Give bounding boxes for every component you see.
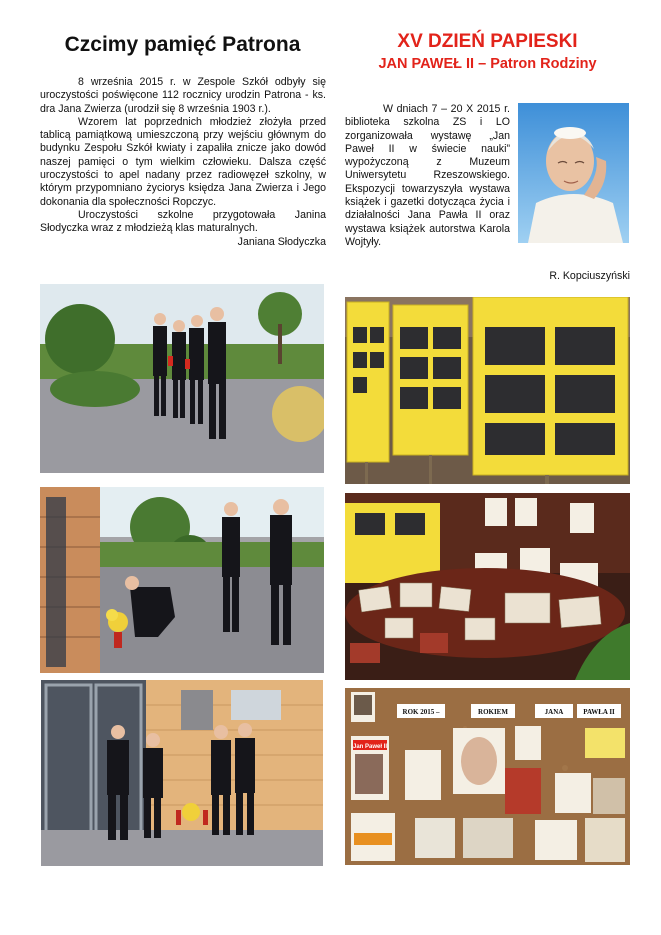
- right-article-title: XV DZIEŃ PAPIESKI: [397, 31, 578, 52]
- board-newspaper-title: Jan Paweł II: [352, 744, 388, 750]
- left-paragraph-3: Uroczystości szkolne przygotowała Janina Słodyczka wraz z młodzieżą klas maturalnych.: [40, 208, 326, 235]
- left-signature: Janiana Słodyczka: [237, 235, 326, 248]
- ceremony-photo-entrance: [41, 680, 323, 866]
- right-article-subtitle: JAN PAWEŁ II – Patron Rodziny: [378, 56, 597, 72]
- board-label-3: JANA: [544, 708, 564, 716]
- board-label-4: PAWŁA II: [583, 708, 615, 716]
- left-paragraph-1: 8 września 2015 r. w Zespole Szkół odbyły się uroczystości poświęcone 112 rocznicy urodzin Patrona - ks. dra Jana Zwierza (urodził się 8 września 1903 r.).: [40, 76, 326, 115]
- left-article-body: [40, 76, 326, 249]
- right-signature: R. Kopciuszyński: [549, 270, 630, 282]
- exhibition-posters-photo: [345, 297, 630, 484]
- pope-portrait-photo: [518, 103, 629, 243]
- right-paragraph-1: W dniach 7 – 20 X 2015 r. biblioteka szkolna ZS i LO zorganizowała wystawę „Jan Paweł II w świecie nauki” wypożyczoną z Muzeum Uniwersytetu Rzeszowskiego. Ekspozycji towarzyszyła wystawa książek i gazetki dotycząca życia i działalności Jana Pawła II oraz wystawa książek autorstwa Karola Wojtyły.: [345, 103, 510, 248]
- board-label-2: ROKIEM: [478, 708, 508, 716]
- ceremony-photo-flowers: [40, 487, 324, 673]
- book-display-photo: [345, 493, 630, 680]
- left-article-title: Czcimy pamięć Patrona: [64, 33, 301, 56]
- right-article-body: [345, 103, 510, 249]
- left-paragraph-2: Wzorem lat poprzednich młodzież złożyła przed tablicą pamiątkową umieszczoną przy wejściu głównym do budynku Zespołu Szkół kwiaty i zapaliła znicze jako dowód naszej pamięci o tym wielkim człowieku. Dalsza część uroczystości to apel nadany przez radiowęzeł szkolny, w którym przypomniano życiorys księdza Jana Zwierza i Jego dokonania dla społeczności Ropczyc.: [40, 115, 326, 208]
- cork-board-photo: [345, 688, 630, 865]
- ceremony-photo-garden: [40, 284, 324, 473]
- board-label-1: ROK 2015 –: [402, 708, 440, 716]
